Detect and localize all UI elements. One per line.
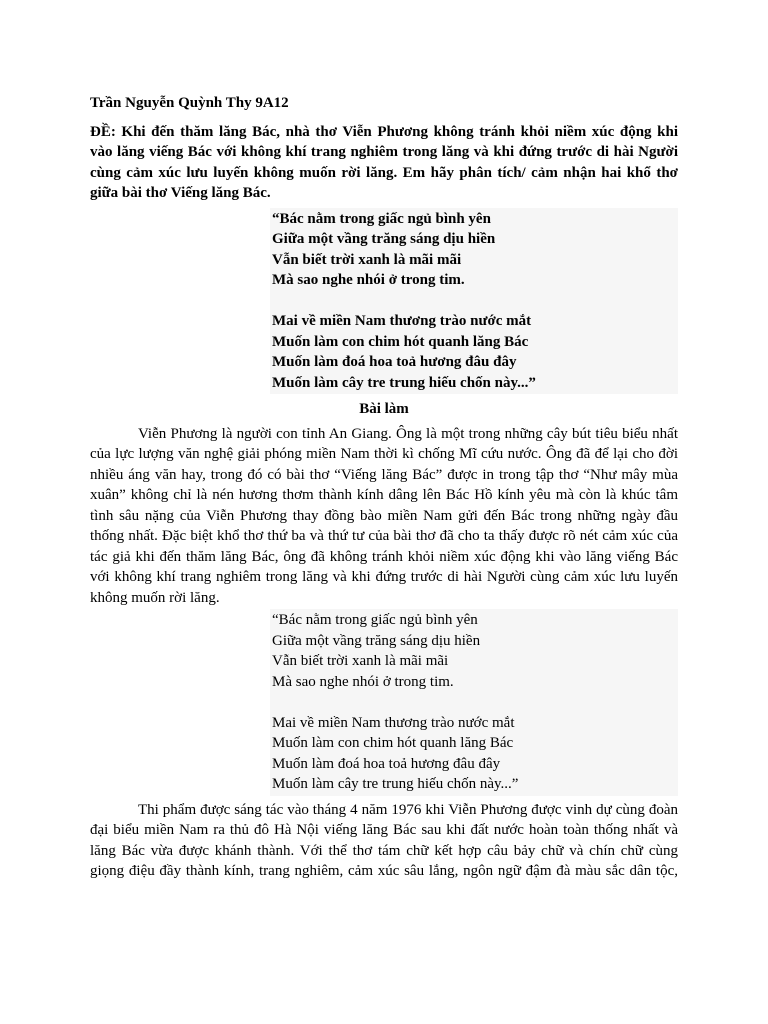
paragraph-2 bbox=[90, 800, 678, 882]
paragraph-line: Thi phẩm được sáng tác vào tháng 4 năm 1976 khi Viễn Phương được vinh dự cùng đoàn bbox=[138, 801, 678, 818]
paragraph-line: với không khí trang nghiêm trong lăng và khi đứng trước di hài Người cùng cảm xúc lưu luyến bbox=[90, 569, 678, 585]
quoted-poem bbox=[270, 609, 678, 796]
poem-line: Muốn làm con chim hót quanh lăng Bác bbox=[272, 735, 514, 751]
paragraph-line: không muốn rời lăng. bbox=[90, 589, 220, 606]
poem-line: Giữa một vầng trăng sáng dịu hiền bbox=[272, 632, 481, 649]
poem-line: Mà sao nghe nhói ở trong tim. bbox=[272, 272, 465, 288]
prompt-line: ĐỀ: Khi đến thăm lăng Bác, nhà thơ Viễn Phương không tránh khỏi niềm xúc động khi bbox=[90, 123, 678, 140]
paragraph-line: tác giả khi đến thăm lăng Bác, ông đã không tránh khỏi niềm xúc động khi vào lăng viếng Bác bbox=[90, 548, 678, 565]
quoted-poem-bold bbox=[270, 208, 678, 395]
prompt-line: vào lăng viếng Bác với không khí trang nghiêm trong lăng và khi đứng trước di hài Người bbox=[90, 144, 678, 160]
poem-line: “Bác nằm trong giấc ngủ bình yên bbox=[272, 612, 478, 628]
poem-line: Muốn làm đoá hoa toả hương đâu đây bbox=[272, 354, 517, 370]
poem-line: Mai về miền Nam thương trào nước mắt bbox=[272, 714, 515, 731]
poem-line: Giữa một vầng trăng sáng dịu hiền bbox=[272, 231, 496, 247]
poem-line: Mà sao nghe nhói ở trong tim. bbox=[272, 673, 454, 690]
essay-prompt bbox=[90, 122, 678, 204]
paragraph-line: tình sâu nặng của Viễn Phương thay đồng bào miền Nam gửi đến Bác trong những ngày đầu bbox=[90, 507, 678, 524]
poem-line: “Bác nằm trong giấc ngủ bình yên bbox=[272, 210, 491, 227]
paragraph-line: của lực lượng văn nghệ giải phóng miền Nam thời kì chống Mĩ cứu nước. Ông đã để lại cho đời bbox=[90, 446, 678, 462]
paragraph-line: thống nhất. Đặc biệt khổ thơ thứ ba và thứ tư của bài thơ đã cho ta thấy được rõ nét cảm xúc của bbox=[90, 528, 678, 544]
poem-line: Muốn làm đoá hoa toả hương đâu đây bbox=[272, 755, 501, 772]
author-name: Trần Nguyễn Quỳnh Thy 9A12 bbox=[90, 95, 289, 111]
stanza-gap bbox=[270, 692, 678, 713]
poem-line: Muốn làm cây tre trung hiếu chốn này...” bbox=[272, 374, 536, 391]
paragraph-line: lăng Bác vừa được khánh thành. Với thể thơ tám chữ kết hợp câu bảy chữ và chín chữ cùng bbox=[90, 842, 678, 859]
poem-line: Vẫn biết trời xanh là mãi mãi bbox=[272, 653, 449, 669]
prompt-line: cùng cảm xúc lưu luyến không muốn rời lăng. Em hãy phân tích/ cảm nhận hai khổ thơ bbox=[90, 164, 678, 181]
paragraph-line: xuân” không chỉ là nén hương thơm thành kính dâng lên Bác Hồ kính yêu mà còn là khúc tâm bbox=[90, 487, 678, 503]
paragraph-line: nhiều áng văn hay, trong đó có bài thơ “Viếng lăng Bác” được in trong tập thơ “Như mây mùa bbox=[90, 466, 678, 483]
essay-heading: Bài làm bbox=[359, 401, 409, 417]
poem-line: Muốn làm con chim hót quanh lăng Bác bbox=[272, 333, 529, 350]
paragraph-line: Viễn Phương là người con tỉnh An Giang. Ông là một trong những cây bút tiêu biểu nhất bbox=[138, 425, 678, 442]
prompt-line: giữa bài thơ Viếng lăng Bác. bbox=[90, 185, 271, 201]
paragraph-1 bbox=[90, 424, 678, 609]
poem-line: Mai về miền Nam thương trào nước mắt bbox=[272, 313, 532, 329]
poem-line: Muốn làm cây tre trung hiếu chốn này...” bbox=[272, 776, 519, 792]
document-page bbox=[90, 93, 678, 882]
paragraph-line: đại biểu miền Nam ra thủ đô Hà Nội viếng lăng Bác sau khi đất nước hoàn toàn thống nhất và bbox=[90, 822, 678, 838]
stanza-gap bbox=[270, 291, 678, 312]
poem-line: Vẫn biết trời xanh là mãi mãi bbox=[272, 251, 462, 268]
paragraph-line: giọng điệu đầy thành kính, trang nghiêm, cảm xúc sâu lắng, ngôn ngữ đậm đà màu sắc dân tộc, bbox=[90, 863, 678, 879]
